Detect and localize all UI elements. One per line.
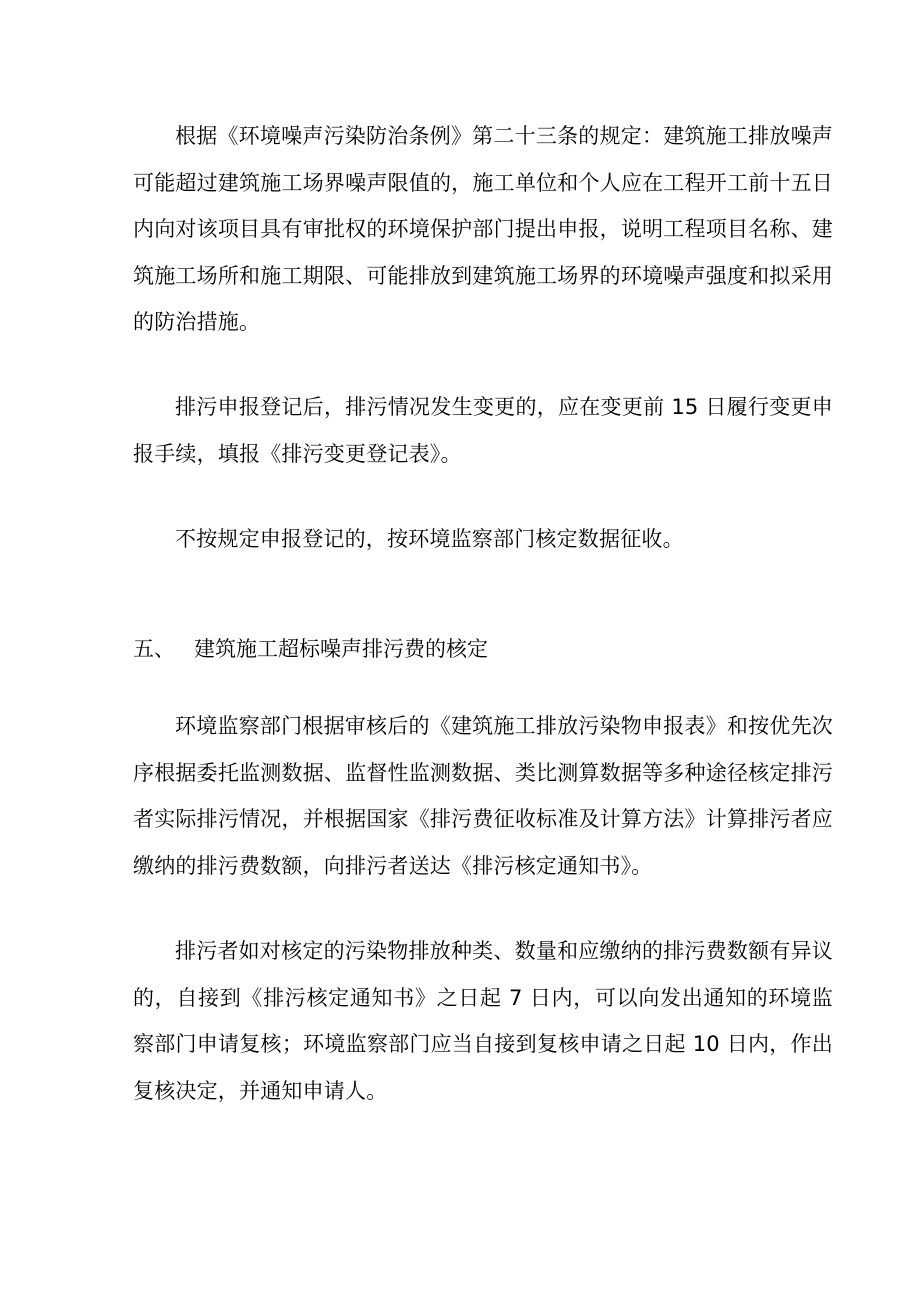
section-heading	[133, 626, 488, 673]
paragraph-non-compliance: 不按规定申报登记的，按环境监察部门核定数据征收。	[175, 527, 684, 551]
section-title: 建筑施工超标噪声排污费的核定	[194, 637, 488, 661]
paragraph-review-procedure: 排污者如对核定的污染物排放种类、数量和应缴纳的排污费数额有异议的，自接到《排污核定通知书》之日起 7 日内，可以向发出通知的环境监察部门申请复核；环境监察部门应当自接到复核申请之日起 10 日内，作出复核决定，并通知申请人。	[133, 939, 833, 1103]
paragraph-change-registration: 排污申报登记后，排污情况发生变更的，应在变更前 15 日履行变更申报手续，填报《排污变更登记表》。	[133, 395, 833, 466]
paragraph-fee-assessment: 环境监察部门根据审核后的《建筑施工排放污染物申报表》和按优先次序根据委托监测数据、监督性监测数据、类比测算数据等多种途径核定排污者实际排污情况，并根据国家《排污费征收标准及计算方法》计算排污者应缴纳的排污费数额，向排污者送达《排污核定通知书》。	[133, 714, 833, 878]
section-number: 五、	[133, 637, 175, 661]
paragraph-noise-declaration-rule: 根据《环境噪声污染防治条例》第二十三条的规定：建筑施工排放噪声可能超过建筑施工场界噪声限值的，施工单位和个人应在工程开工前十五日内向对该项目具有审批权的环境保护部门提出申报，说明工程项目名称、建筑施工场所和施工期限、可能排放到建筑施工场界的环境噪声强度和拟采用的防治措施。	[133, 124, 833, 334]
